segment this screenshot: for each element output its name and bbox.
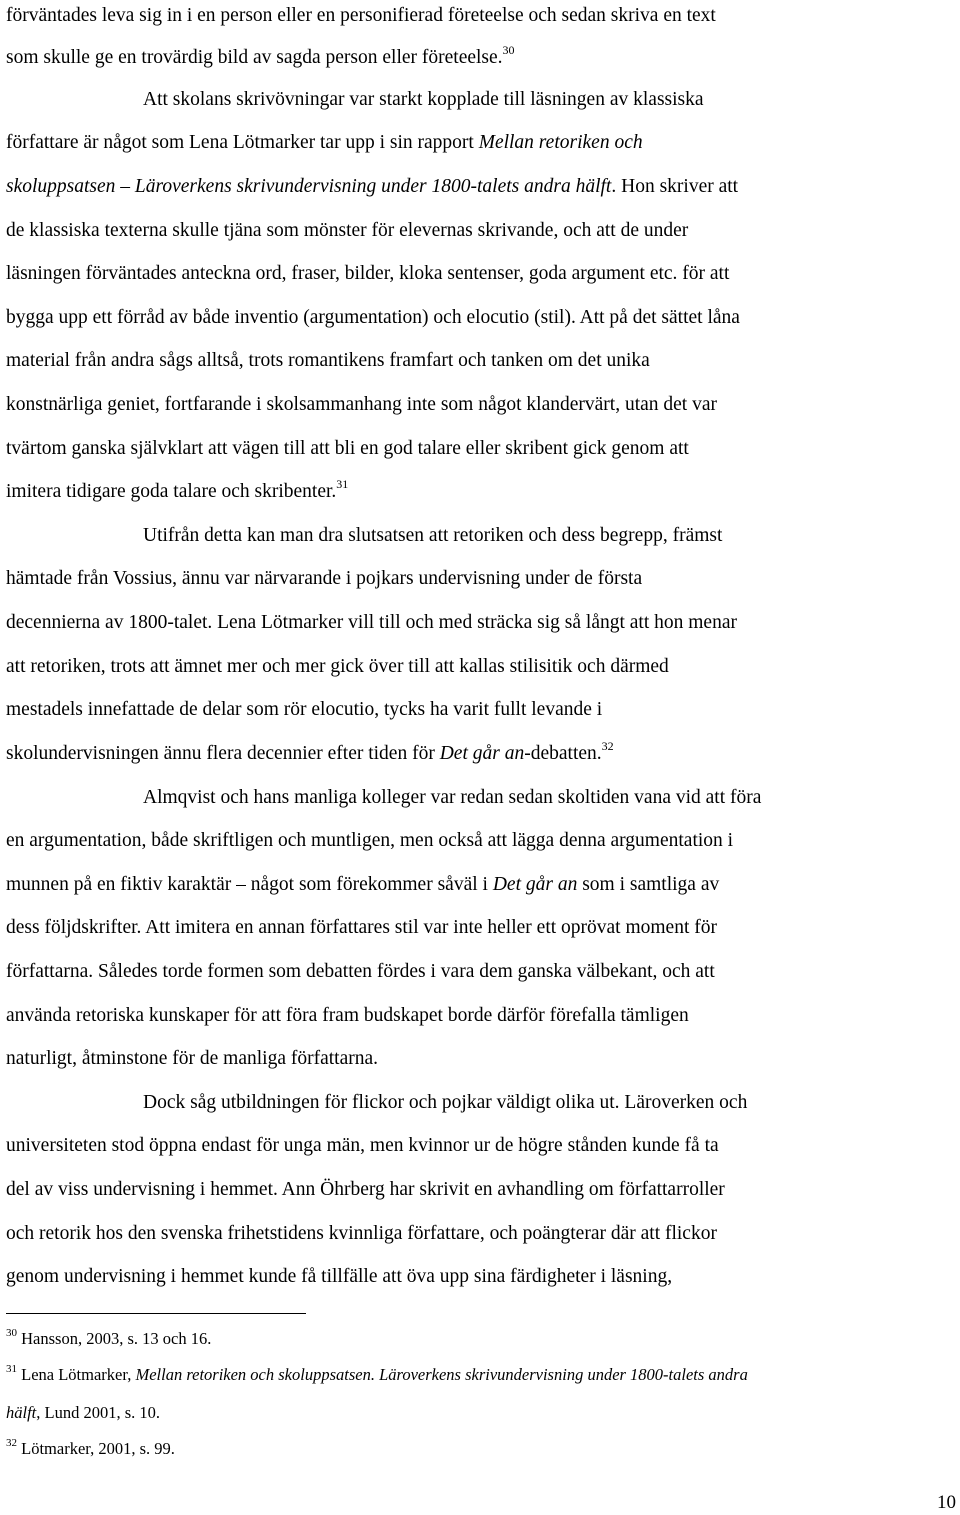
body-line-6: de klassiska texterna skulle tjäna som mönster för elevernas skrivande, och att de under (6, 220, 689, 241)
body-line-15: decennierna av 1800-talet. Lena Lötmarker vill till och med sträcka sig så långt att hon menar (6, 612, 737, 633)
body-line-17: mestadels innefattade de delar som rör elocutio, tycks ha varit fullt levande i (6, 699, 603, 720)
footnote-30: $^{30}$ Hansson, 2003, s. 13 och 16. (6, 1327, 212, 1348)
body-line-3: Att skolans skrivövningar var starkt kopplade till läsningen av klassiska (143, 89, 704, 110)
footnote-ref-31: 31 (336, 477, 349, 491)
body-line-23: författarna. Således torde formen som debatten fördes i vara dem ganska välbekant, och att (6, 961, 715, 982)
footnote-number: 32 (6, 1437, 17, 1449)
footnote-number: 30 (6, 1327, 17, 1339)
body-line-8: bygga upp ett förråd av både inventio (argumentation) och elocutio (stil). Att på det sättet låna (6, 307, 740, 328)
footnote-ref-30: 30 (502, 43, 515, 57)
footnote-ref-32: 32 (601, 739, 614, 753)
body-line-20: en argumentation, både skriftligen och muntligen, men också att lägga denna argumentation i (6, 830, 734, 851)
footnote-31: $^{31}$ Lena Lötmarker, Mellan retoriken och skoluppsatsen. Läroverkens skrivundervisning under 1800-talets andra (6, 1363, 748, 1384)
page-number: 10 (937, 1492, 956, 1513)
body-line-21: munnen på en fiktiv karaktär – något som förekommer såväl i Det går an som i samtliga av (6, 874, 720, 895)
footnote-number: 31 (6, 1363, 17, 1375)
body-line-30: genom undervisning i hemmet kunde få tillfälle att öva upp sina färdigheter i läsning, (6, 1266, 673, 1287)
body-line-14: hämtade från Vossius, ännu var närvarande i pojkars undervisning under de första (6, 568, 643, 589)
body-line-13: Utifrån detta kan man dra slutsatsen att retoriken och dess begrepp, främst (143, 525, 723, 546)
body-line-19: Almqvist och hans manliga kolleger var redan sedan skoltiden vana vid att föra (143, 787, 762, 808)
footnote-31-continued: hälft, Lund 2001, s. 10. (6, 1403, 161, 1422)
body-line-10: konstnärliga geniet, fortfarande i skolsammanhang inte som något klandervärt, utan det var (6, 394, 717, 415)
body-line-1: förväntades leva sig in i en person eller en personifierad företeelse och sedan skriva en text (6, 5, 716, 26)
body-line-9: material från andra sågs alltså, trots romantikens framfart och tanken om det unika (6, 350, 650, 371)
body-line-29: och retorik hos den svenska frihetstidens kvinnliga författare, och poängterar där att flickor (6, 1223, 717, 1244)
body-line-18: skolundervisningen ännu flera decennier efter tiden för Det går an-debatten.$^{32}$ (6, 739, 614, 764)
body-line-11: tvärtom ganska självklart att vägen till att bli en god talare eller skribent gick genom att (6, 438, 689, 459)
body-line-5: skoluppsatsen – Läroverkens skrivundervisning under 1800-talets andra hälft. Hon skriver att (6, 176, 739, 197)
body-line-24: använda retoriska kunskaper för att föra fram budskapet borde därför förefalla tämligen (6, 1005, 689, 1026)
body-line-4: författare är något som Lena Lötmarker tar upp i sin rapport Mellan retoriken och (6, 132, 643, 153)
body-line-25: naturligt, åtminstone för de manliga författarna. (6, 1048, 378, 1069)
footnote-separator (6, 1313, 306, 1314)
footnote-32: $^{32}$ Lötmarker, 2001, s. 99. (6, 1437, 175, 1458)
body-line-16: att retoriken, trots att ämnet mer och mer gick över till att kallas stilisitik och därmed (6, 656, 669, 677)
body-line-26: Dock såg utbildningen för flickor och pojkar väldigt olika ut. Läroverken och (143, 1092, 748, 1113)
body-line-7: läsningen förväntades anteckna ord, fraser, bilder, kloka sentenser, goda argument etc. för att (6, 263, 730, 284)
body-line-12: imitera tidigare goda talare och skribenter.$^{31}$ (6, 477, 349, 502)
body-line-27: universiteten stod öppna endast för unga män, men kvinnor ur de högre stånden kunde få ta (6, 1135, 719, 1156)
body-line-22: dess följdskrifter. Att imitera en annan författares stil var inte heller ett oprövat moment för (6, 917, 717, 938)
body-line-28: del av viss undervisning i hemmet. Ann Öhrberg har skrivit en avhandling om författarroller (6, 1179, 725, 1200)
body-line-2: som skulle ge en trovärdig bild av sagda person eller företeelse.$^{30}$ (6, 43, 515, 68)
